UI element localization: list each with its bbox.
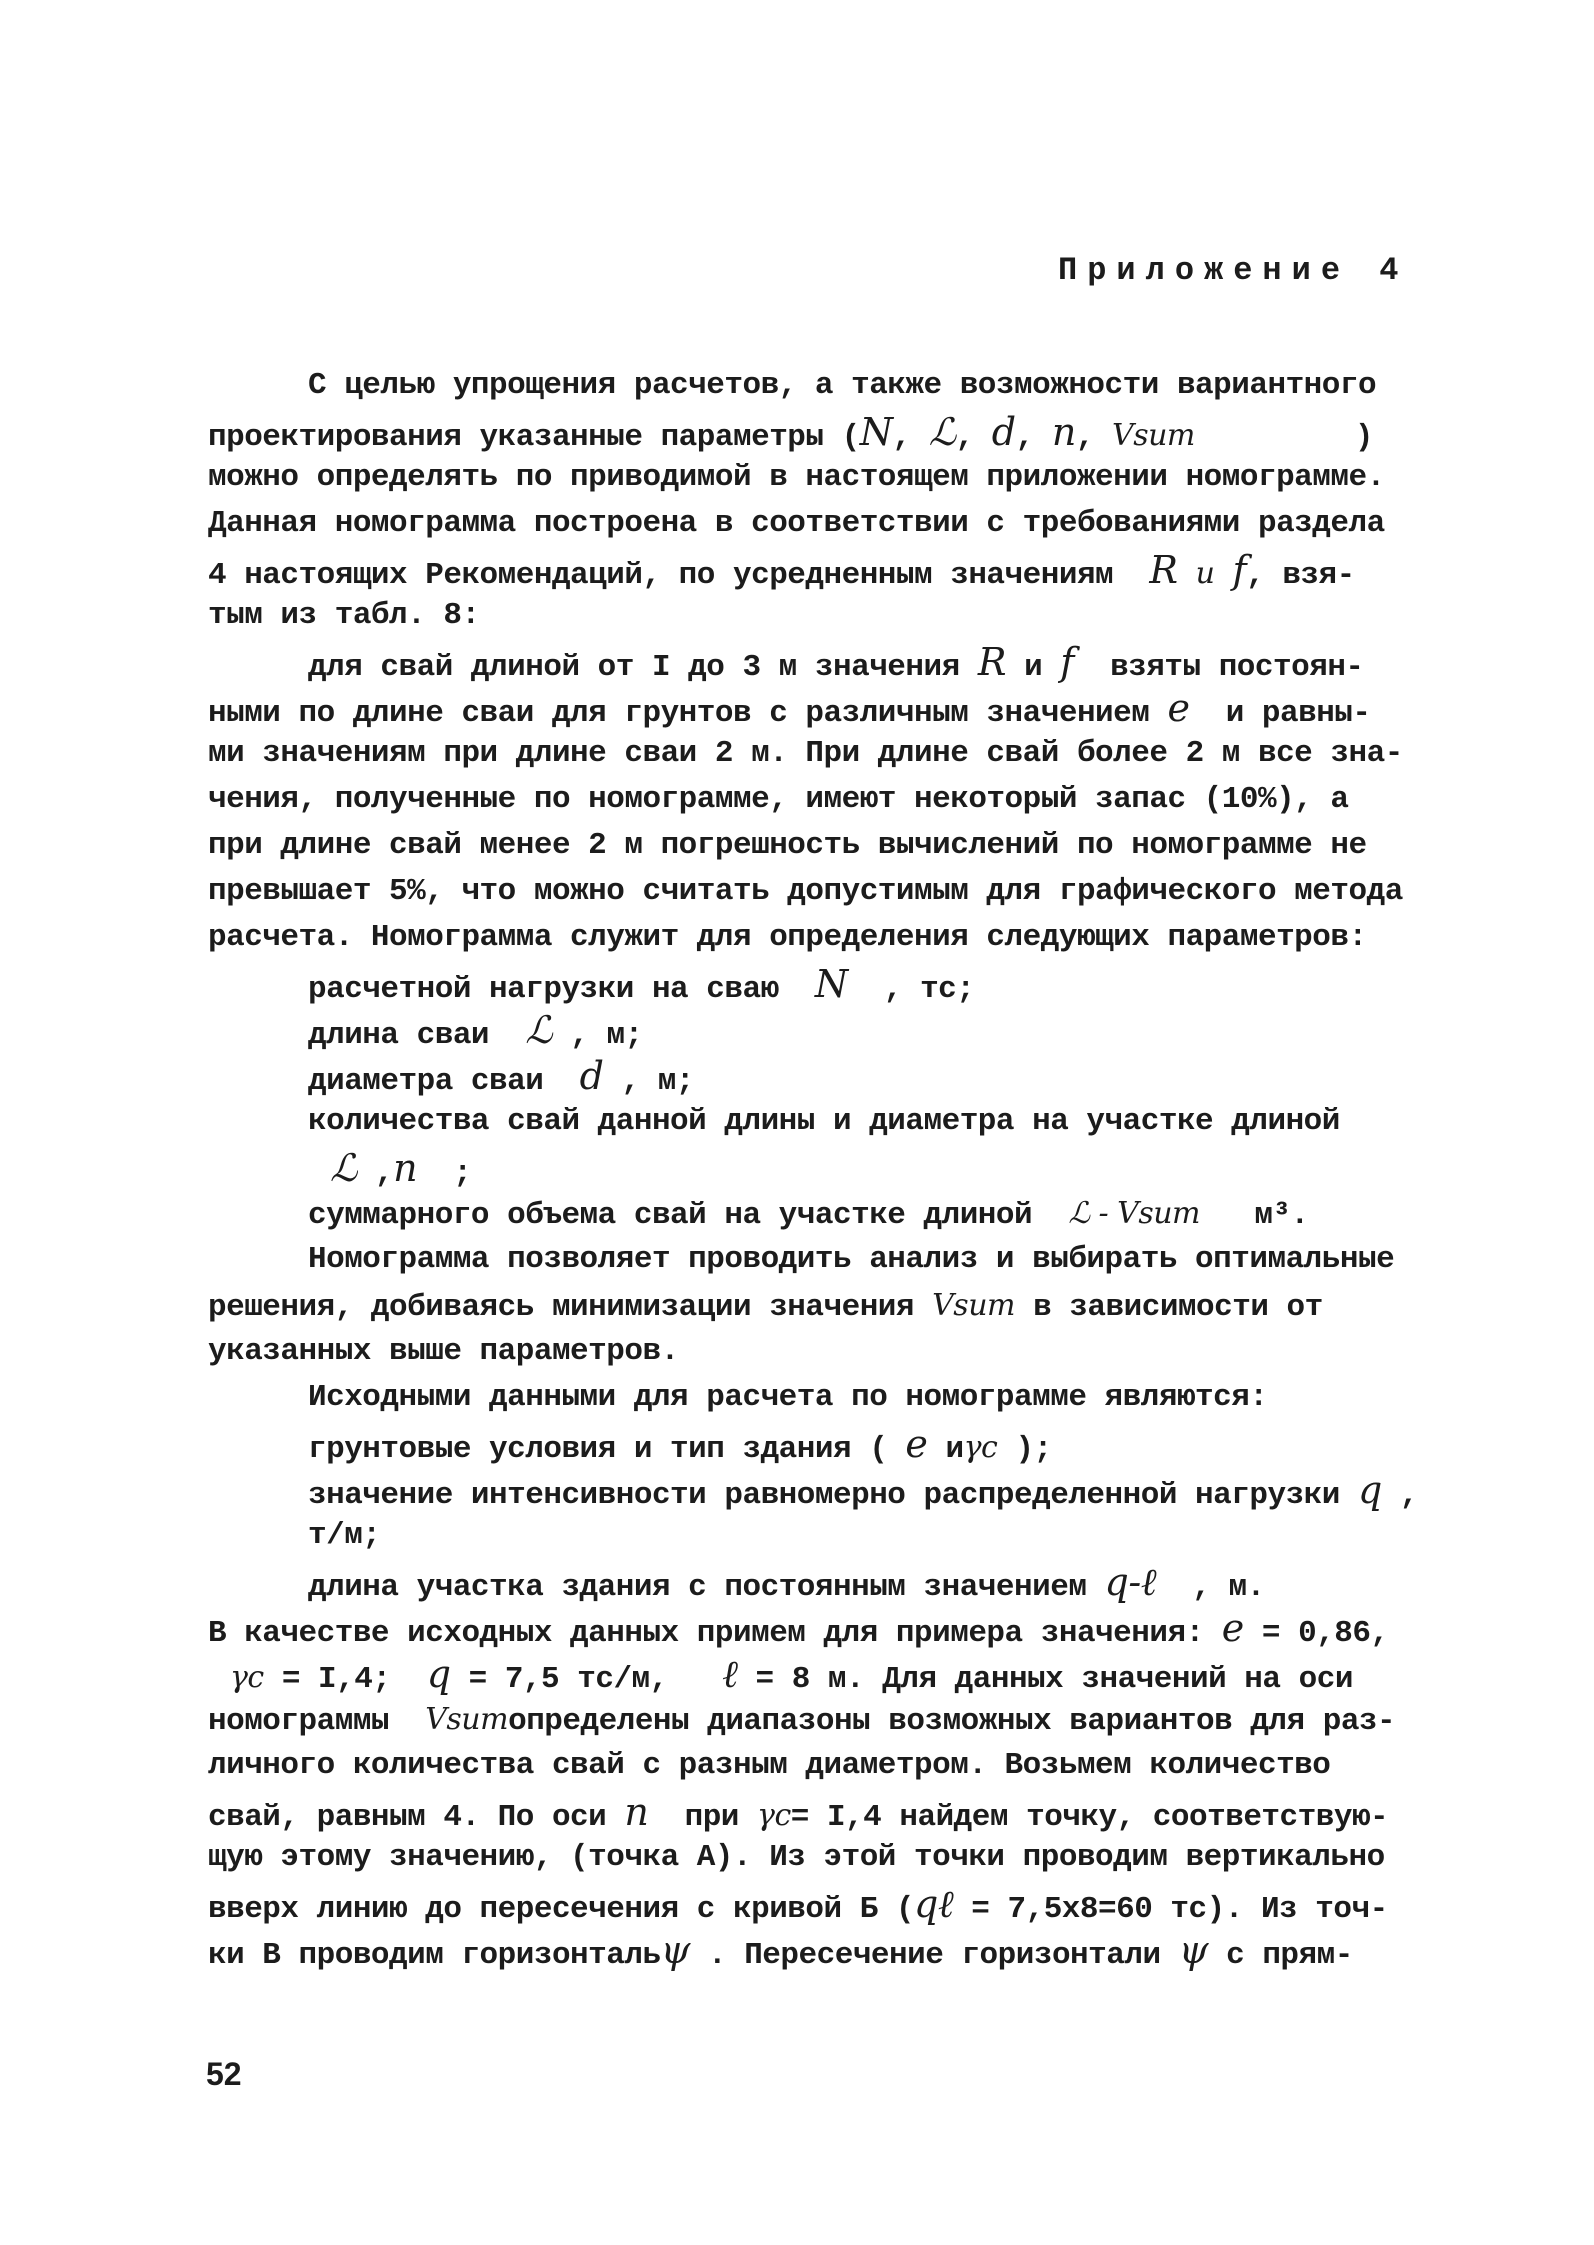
text-line: значение интенсивности равномерно распределенной нагрузки q , xyxy=(308,1468,1419,1513)
text-line: ми значениям при длине сваи 2 м. При длине свай более 2 м все зна- xyxy=(208,736,1403,771)
symbol-psi: ψ xyxy=(1178,1928,1208,1972)
text-line: решения, добиваясь минимизации значения Vsum в зависимости от xyxy=(208,1288,1323,1325)
symbol-ell: ℓ xyxy=(722,1652,738,1696)
text-line: расчета. Номограмма служит для определения следующих параметров: xyxy=(208,920,1367,955)
symbol-R: R xyxy=(1149,548,1178,592)
text-line: чения, полученные по номограмме, имеют некоторый запас (10%), а xyxy=(208,782,1349,817)
list-item: суммарного объема свай на участке длиной ℒ - Vsum м³. xyxy=(308,1196,1309,1233)
list-item: диаметра сваи d , м; xyxy=(308,1054,694,1099)
symbol-f: f xyxy=(1232,548,1247,592)
symbol-q: q xyxy=(1357,1468,1382,1512)
text-line: номограммы Vsumопределены диапазоны возможных вариантов для раз- xyxy=(208,1702,1396,1739)
list-item: длина сваи ℒ , м; xyxy=(308,1008,643,1053)
symbol-e: e xyxy=(1221,1606,1244,1650)
text-line: т/м; xyxy=(308,1518,381,1553)
symbol-vsum: Vsum xyxy=(1112,418,1195,453)
text-line: В качестве исходных данных примем для примера значения: e = 0,86, xyxy=(208,1606,1389,1651)
text-line: щую этому значению, (точка А). Из этой точки проводим вертикально xyxy=(208,1840,1385,1875)
symbol-d: d xyxy=(991,410,1016,454)
text-line: свай, равным 4. По оси n при γc= I,4 найдем точку, соответствую- xyxy=(208,1790,1389,1835)
text-line: для свай длиной от I до 3 м значения R и f взяты постоян- xyxy=(308,640,1364,685)
text-line: ки В проводим горизонтальψ . Пересечение горизонтали ψ с прям- xyxy=(208,1928,1353,1973)
text-line: Номограмма позволяет проводить анализ и выбирать оптимальные xyxy=(308,1242,1395,1277)
text-line: 4 настоящих Рекомендаций, по усредненным значениям R и f, взя- xyxy=(208,548,1355,593)
symbol-gamma-c: γc xyxy=(230,1660,264,1695)
appendix-heading: Приложение 4 xyxy=(1058,252,1409,289)
symbol-d: d xyxy=(579,1054,604,1098)
symbol-R: R xyxy=(977,640,1006,684)
symbol-q-l: q-ℓ xyxy=(1104,1560,1157,1604)
symbol-L: ℒ xyxy=(928,410,956,454)
symbol-L: ℒ xyxy=(330,1146,357,1190)
list-item: количества свай данной длины и диаметра на участке длиной xyxy=(308,1104,1340,1139)
list-item: расчетной нагрузки на сваю N , тс; xyxy=(308,962,975,1007)
text-line: Данная номограмма построена в соответствии с требованиями раздела xyxy=(208,506,1385,541)
text-line: грунтовые условия и тип здания ( e иγc ); xyxy=(308,1422,1052,1467)
text-line: Исходными данными для расчета по номограмме являются: xyxy=(308,1380,1268,1415)
symbol-q: q xyxy=(426,1652,451,1696)
text-line: при длине свай менее 2 м погрешность вычислений по номограмме не xyxy=(208,828,1367,863)
symbol-vsum: Vsum xyxy=(425,1702,509,1737)
text-line: тым из табл. 8: xyxy=(208,598,480,633)
symbol-psi: ψ xyxy=(660,1928,690,1972)
symbol-e: e xyxy=(905,1422,928,1466)
text-line: можно определять по приводимой в настоящем приложении номограмме. xyxy=(208,460,1385,495)
text-line: С целью упрощения расчетов, а также возможности вариантного xyxy=(308,368,1377,403)
symbol-l-vsum: ℒ - Vsum xyxy=(1068,1196,1200,1231)
text-line: ными по длине сваи для грунтов с различным значением e и равны- xyxy=(208,686,1371,731)
symbol-ql: qℓ xyxy=(914,1882,954,1926)
symbol-e: e xyxy=(1167,686,1190,730)
symbol-n: n xyxy=(624,1790,649,1834)
symbol-N: N xyxy=(814,962,848,1006)
text-line: γc = I,4; q = 7,5 тс/м, ℓ = 8 м. Для данных значений на оси xyxy=(230,1652,1353,1697)
symbol-L: ℒ xyxy=(525,1008,553,1052)
text-line: проектирования указанные параметры (N, ℒ, d, n, Vsum ) xyxy=(208,410,1373,455)
symbol-gamma-c: γc xyxy=(963,1430,998,1465)
list-item: ℒ ,n ; xyxy=(330,1146,472,1191)
symbol-vsum: Vsum xyxy=(932,1288,1015,1323)
text-line: длина участка здания с постоянным значением q-ℓ , м. xyxy=(308,1560,1265,1605)
symbol-N: N xyxy=(859,410,893,454)
symbol-f: f xyxy=(1060,640,1074,684)
symbol-n: n xyxy=(393,1146,418,1190)
symbol-gamma-c: γc xyxy=(757,1798,791,1833)
symbol-n: n xyxy=(1051,410,1076,454)
text-line: личного количества свай с разным диаметром. Возьмем количество xyxy=(208,1748,1331,1783)
symbol-and: и xyxy=(1195,556,1215,591)
text-line: превышает 5%, что можно считать допустимым для графического метода xyxy=(208,874,1403,909)
page-number: 52 xyxy=(206,2056,242,2092)
text-line: вверх линию до пересечения с кривой Б (qℓ = 7,5x8=60 тс). Из точ- xyxy=(208,1882,1388,1927)
text-line: указанных выше параметров. xyxy=(208,1334,679,1369)
